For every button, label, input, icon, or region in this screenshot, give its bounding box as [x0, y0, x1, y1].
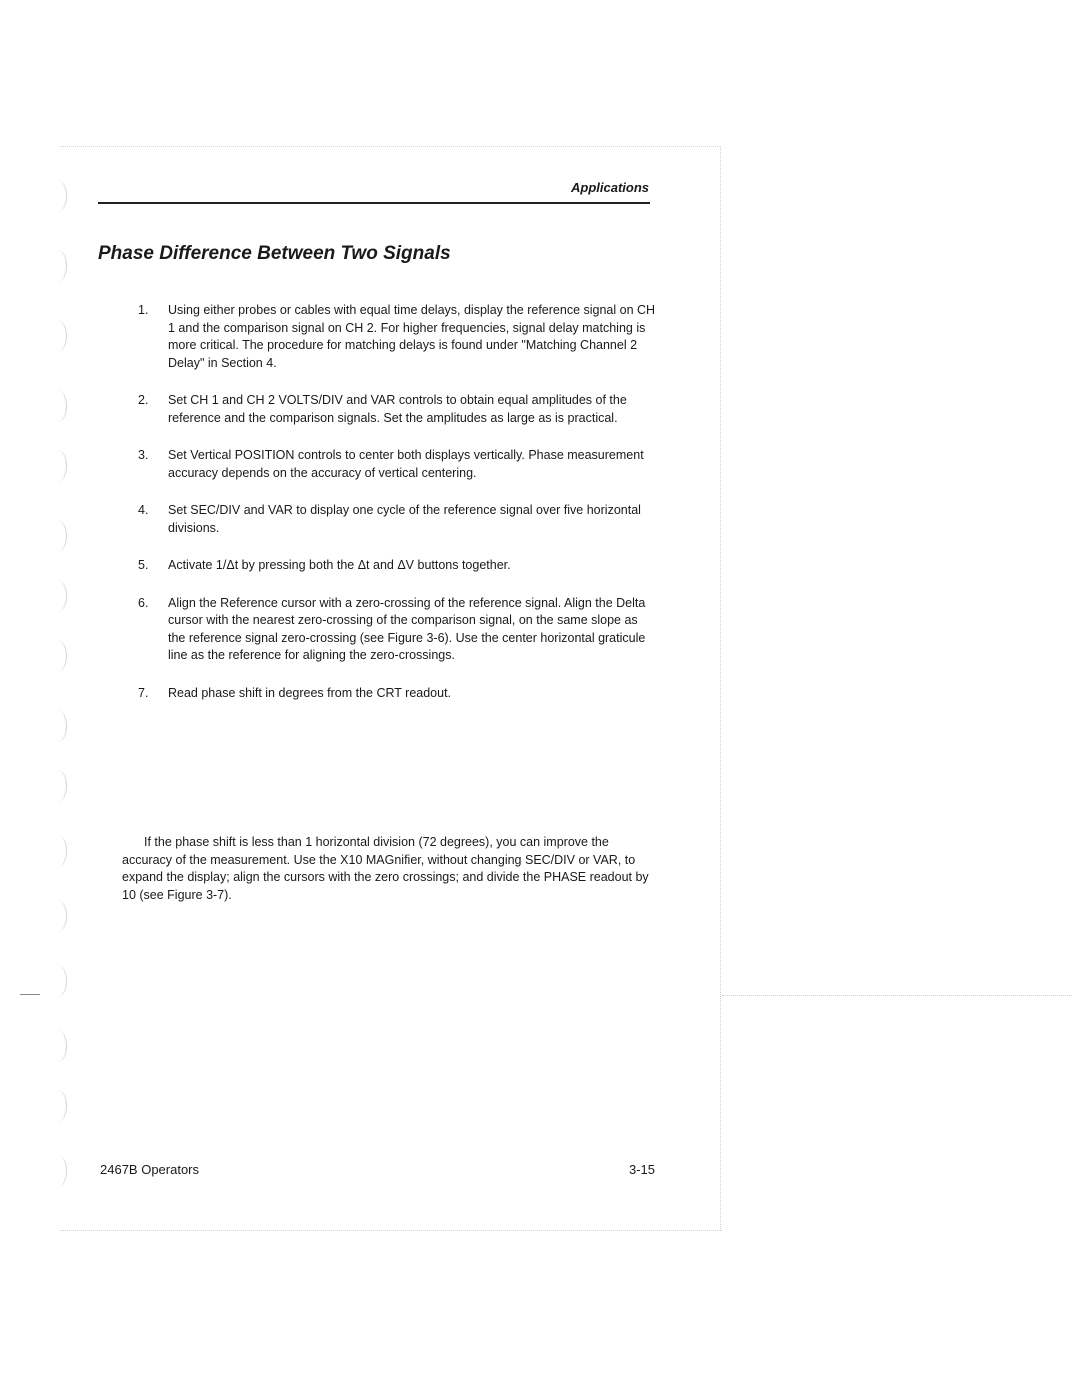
page-edge-bottom — [60, 1230, 722, 1231]
step-text: Activate 1/Δt by pressing both the Δt and ΔV buttons together. — [168, 558, 511, 572]
step-number: 3. — [138, 448, 149, 462]
step-text: Using either probes or cables with equal time delays, display the reference signal on CH 1 and the comparison signal on CH 2. For higher frequencies, signal delay matching is more critical. The procedure for matching delays is found under "Matching Channel 2 Delay" in Section 4. — [168, 303, 656, 370]
step-number: 2. — [138, 393, 149, 407]
header-rule — [98, 202, 650, 204]
page-edge-mid — [722, 995, 1072, 996]
step-item — [138, 557, 658, 575]
step-item — [138, 302, 658, 372]
step-item — [138, 502, 658, 537]
step-text: Read phase shift in degrees from the CRT readout. — [168, 685, 452, 700]
step-item — [138, 595, 658, 665]
running-head: Applications — [570, 180, 649, 195]
step-item — [138, 685, 658, 703]
step-text: Set SEC/DIV and VAR to display one cycle of the reference signal over five horizontal divisions. — [168, 503, 641, 535]
step-text: Align the Reference cursor with a zero-crossing of the reference signal. Align the Delta cursor with the nearest zero-crossing of the comparison signal, on the same slope as the reference signal zero-crossing (see Figure 3-6). Use the center horizontal graticule line as the reference for aligning the zero-crossings. — [168, 595, 646, 662]
page-edge-top — [60, 146, 720, 147]
step-number: 6. — [138, 595, 149, 610]
step-item — [138, 447, 658, 482]
step-number: 7. — [138, 685, 149, 700]
page-edge-right — [720, 146, 721, 1231]
footer-page-number: 3-15 — [629, 1162, 656, 1177]
margin-mark — [20, 994, 40, 995]
step-item — [138, 392, 658, 427]
footer-manual-name: 2467B Operators — [100, 1162, 200, 1177]
step-number: 5. — [138, 558, 149, 572]
section-title: Phase Difference Between Two Signals — [98, 243, 451, 264]
step-text: Set Vertical POSITION controls to center both displays vertically. Phase measurement accuracy depends on the accuracy of vertical centering. — [168, 448, 644, 480]
note-paragraph: If the phase shift is less than 1 horizontal division (72 degrees), you can improve the accuracy of the measurement. Use the X10 MAGnifier, without changing SEC/DIV or VAR, to expand the display; align the cursors with the zero crossings; and divide the PHASE readout by 10 (see Figure 3-7). — [122, 835, 649, 902]
step-number: 4. — [138, 503, 149, 517]
step-number: 1. — [138, 303, 149, 317]
binder-holes — [48, 180, 78, 1180]
procedure-steps — [138, 302, 658, 722]
step-text: Set CH 1 and CH 2 VOLTS/DIV and VAR controls to obtain equal amplitudes of the reference and the comparison signals. Set the amplitudes as large as is practical. — [168, 393, 627, 425]
